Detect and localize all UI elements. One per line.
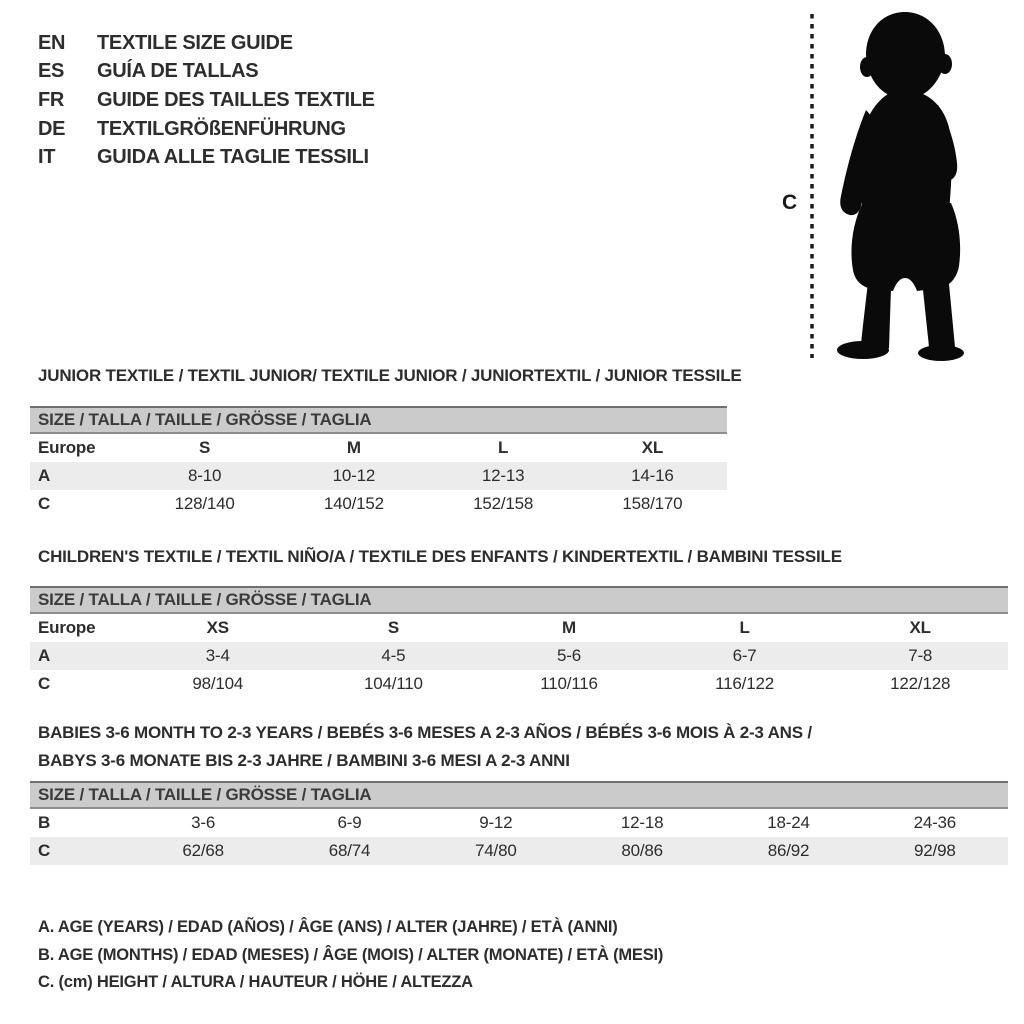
- value-cell: 7-8: [908, 646, 933, 665]
- value-cell: 10-12: [332, 466, 376, 485]
- value-cell: 8-10: [188, 466, 222, 485]
- babies-heading-line-2: BABYS 3-6 MONATE BIS 2-3 JAHRE / BAMBINI 3-6 MESI A 2-3 ANNI: [38, 751, 570, 770]
- value-cell: 24-36: [913, 813, 957, 832]
- language-title: GUIDE DES TAILLES TEXTILE: [97, 88, 375, 111]
- childrens-size-table: [30, 586, 1008, 698]
- table-row: [30, 462, 727, 490]
- junior-size-header-bar: SIZE / TALLA / TAILLE / GRÖSSE / TAGLIA: [30, 406, 727, 434]
- size-cell: S: [387, 618, 399, 637]
- toddler-silhouette: [837, 12, 964, 361]
- size-cell: L: [739, 618, 750, 637]
- height-label: C: [782, 191, 798, 214]
- childrens-size-header-bar: SIZE / TALLA / TAILLE / GRÖSSE / TAGLIA: [30, 586, 1008, 614]
- babies-size-header-bar: SIZE / TALLA / TAILLE / GRÖSSE / TAGLIA: [30, 781, 1008, 809]
- table-row: [30, 614, 1008, 642]
- value-cell: 18-24: [767, 813, 810, 832]
- language-row: [38, 143, 375, 172]
- junior-section-heading: JUNIOR TEXTILE / TEXTIL JUNIOR/ TEXTILE JUNIOR / JUNIORTEXTIL / JUNIOR TESSILE: [38, 366, 742, 385]
- note-age-months: B. AGE (MONTHS) / EDAD (MESES) / ÂGE (MOIS) / ALTER (MONATE) / ETÀ (MESI): [38, 945, 664, 964]
- value-cell: 158/170: [622, 494, 683, 513]
- value-cell: 92/98: [914, 841, 956, 860]
- language-title: GUIDA ALLE TAGLIE TESSILI: [97, 146, 369, 169]
- value-cell: 152/158: [473, 494, 534, 513]
- value-cell: 5-6: [556, 646, 581, 665]
- value-cell: 3-6: [191, 813, 216, 832]
- language-code: FR: [38, 88, 65, 111]
- row-label: Europe: [38, 618, 96, 637]
- row-label: A: [38, 646, 51, 665]
- babies-section-heading: [38, 719, 812, 775]
- value-cell: 4-5: [381, 646, 406, 665]
- babies-heading-line-1: BABIES 3-6 MONTH TO 2-3 YEARS / BEBÉS 3-6 MESES A 2-3 AÑOS / BÉBÉS 3-6 MOIS À 2-3 ANS /: [38, 723, 812, 742]
- language-title: TEXTILGRÖßENFÜHRUNG: [97, 117, 346, 140]
- table-row: [30, 642, 1008, 670]
- table-row: [30, 434, 727, 462]
- note-age-years: A. AGE (YEARS) / EDAD (AÑOS) / ÂGE (ANS) / ALTER (JAHRE) / ETÀ (ANNI): [38, 918, 618, 936]
- value-cell: 110/116: [540, 674, 598, 693]
- row-label: B: [38, 813, 51, 832]
- row-label: Europe: [38, 438, 96, 457]
- childrens-section-heading: CHILDREN'S TEXTILE / TEXTIL NIÑO/A / TEXTILE DES ENFANTS / KINDERTEXTIL / BAMBINI TESSILE: [38, 547, 842, 566]
- value-cell: 98/104: [192, 674, 244, 693]
- value-cell: 68/74: [328, 841, 371, 860]
- size-cell: XS: [206, 618, 229, 637]
- value-cell: 62/68: [182, 841, 224, 860]
- size-cell: M: [346, 438, 361, 457]
- value-cell: 6-9: [337, 813, 362, 832]
- junior-size-table: [30, 406, 727, 518]
- language-title: TEXTILE SIZE GUIDE: [97, 31, 293, 54]
- size-cell: L: [498, 438, 509, 457]
- row-label: A: [38, 466, 51, 485]
- value-cell: 86/92: [767, 841, 810, 860]
- value-cell: 122/128: [890, 674, 951, 693]
- language-code: IT: [38, 146, 56, 169]
- size-cell: XL: [909, 618, 931, 637]
- note-height-cm: C. (cm) HEIGHT / ALTURA / HAUTEUR / HÖHE / ALTEZZA: [38, 973, 473, 991]
- value-cell: 9-12: [479, 813, 513, 832]
- value-cell: 80/86: [621, 841, 663, 860]
- language-code: EN: [38, 31, 66, 54]
- language-row: [38, 86, 375, 115]
- value-cell: 140/152: [323, 494, 384, 513]
- babies-size-table: [30, 781, 1008, 865]
- row-label: C: [38, 674, 51, 693]
- row-label: C: [38, 841, 51, 860]
- size-cell: XL: [641, 438, 664, 457]
- value-cell: 12-13: [481, 466, 525, 485]
- value-cell: 116/122: [715, 674, 774, 693]
- language-code: ES: [38, 60, 65, 83]
- language-row: [38, 29, 375, 58]
- language-list: [38, 29, 375, 172]
- language-row: [38, 58, 375, 87]
- table-row: [30, 809, 1008, 837]
- row-label: C: [38, 494, 51, 513]
- size-cell: M: [562, 618, 576, 637]
- value-cell: 128/140: [174, 494, 235, 513]
- table-row: [30, 670, 1008, 698]
- size-cell: S: [199, 438, 211, 457]
- value-cell: 6-7: [732, 646, 757, 665]
- value-cell: 104/110: [363, 674, 423, 693]
- value-cell: 12-18: [620, 813, 664, 832]
- value-cell: 14-16: [631, 466, 674, 485]
- measurement-notes: [38, 914, 663, 997]
- table-row: [30, 490, 727, 518]
- value-cell: 74/80: [475, 841, 517, 860]
- toddler-silhouette-figure: [770, 6, 1010, 368]
- table-row: [30, 837, 1008, 865]
- value-cell: 3-4: [205, 646, 230, 665]
- language-row: [38, 115, 375, 144]
- language-title: GUÍA DE TALLAS: [97, 60, 259, 83]
- language-code: DE: [38, 117, 66, 140]
- figure-area: [770, 6, 1010, 368]
